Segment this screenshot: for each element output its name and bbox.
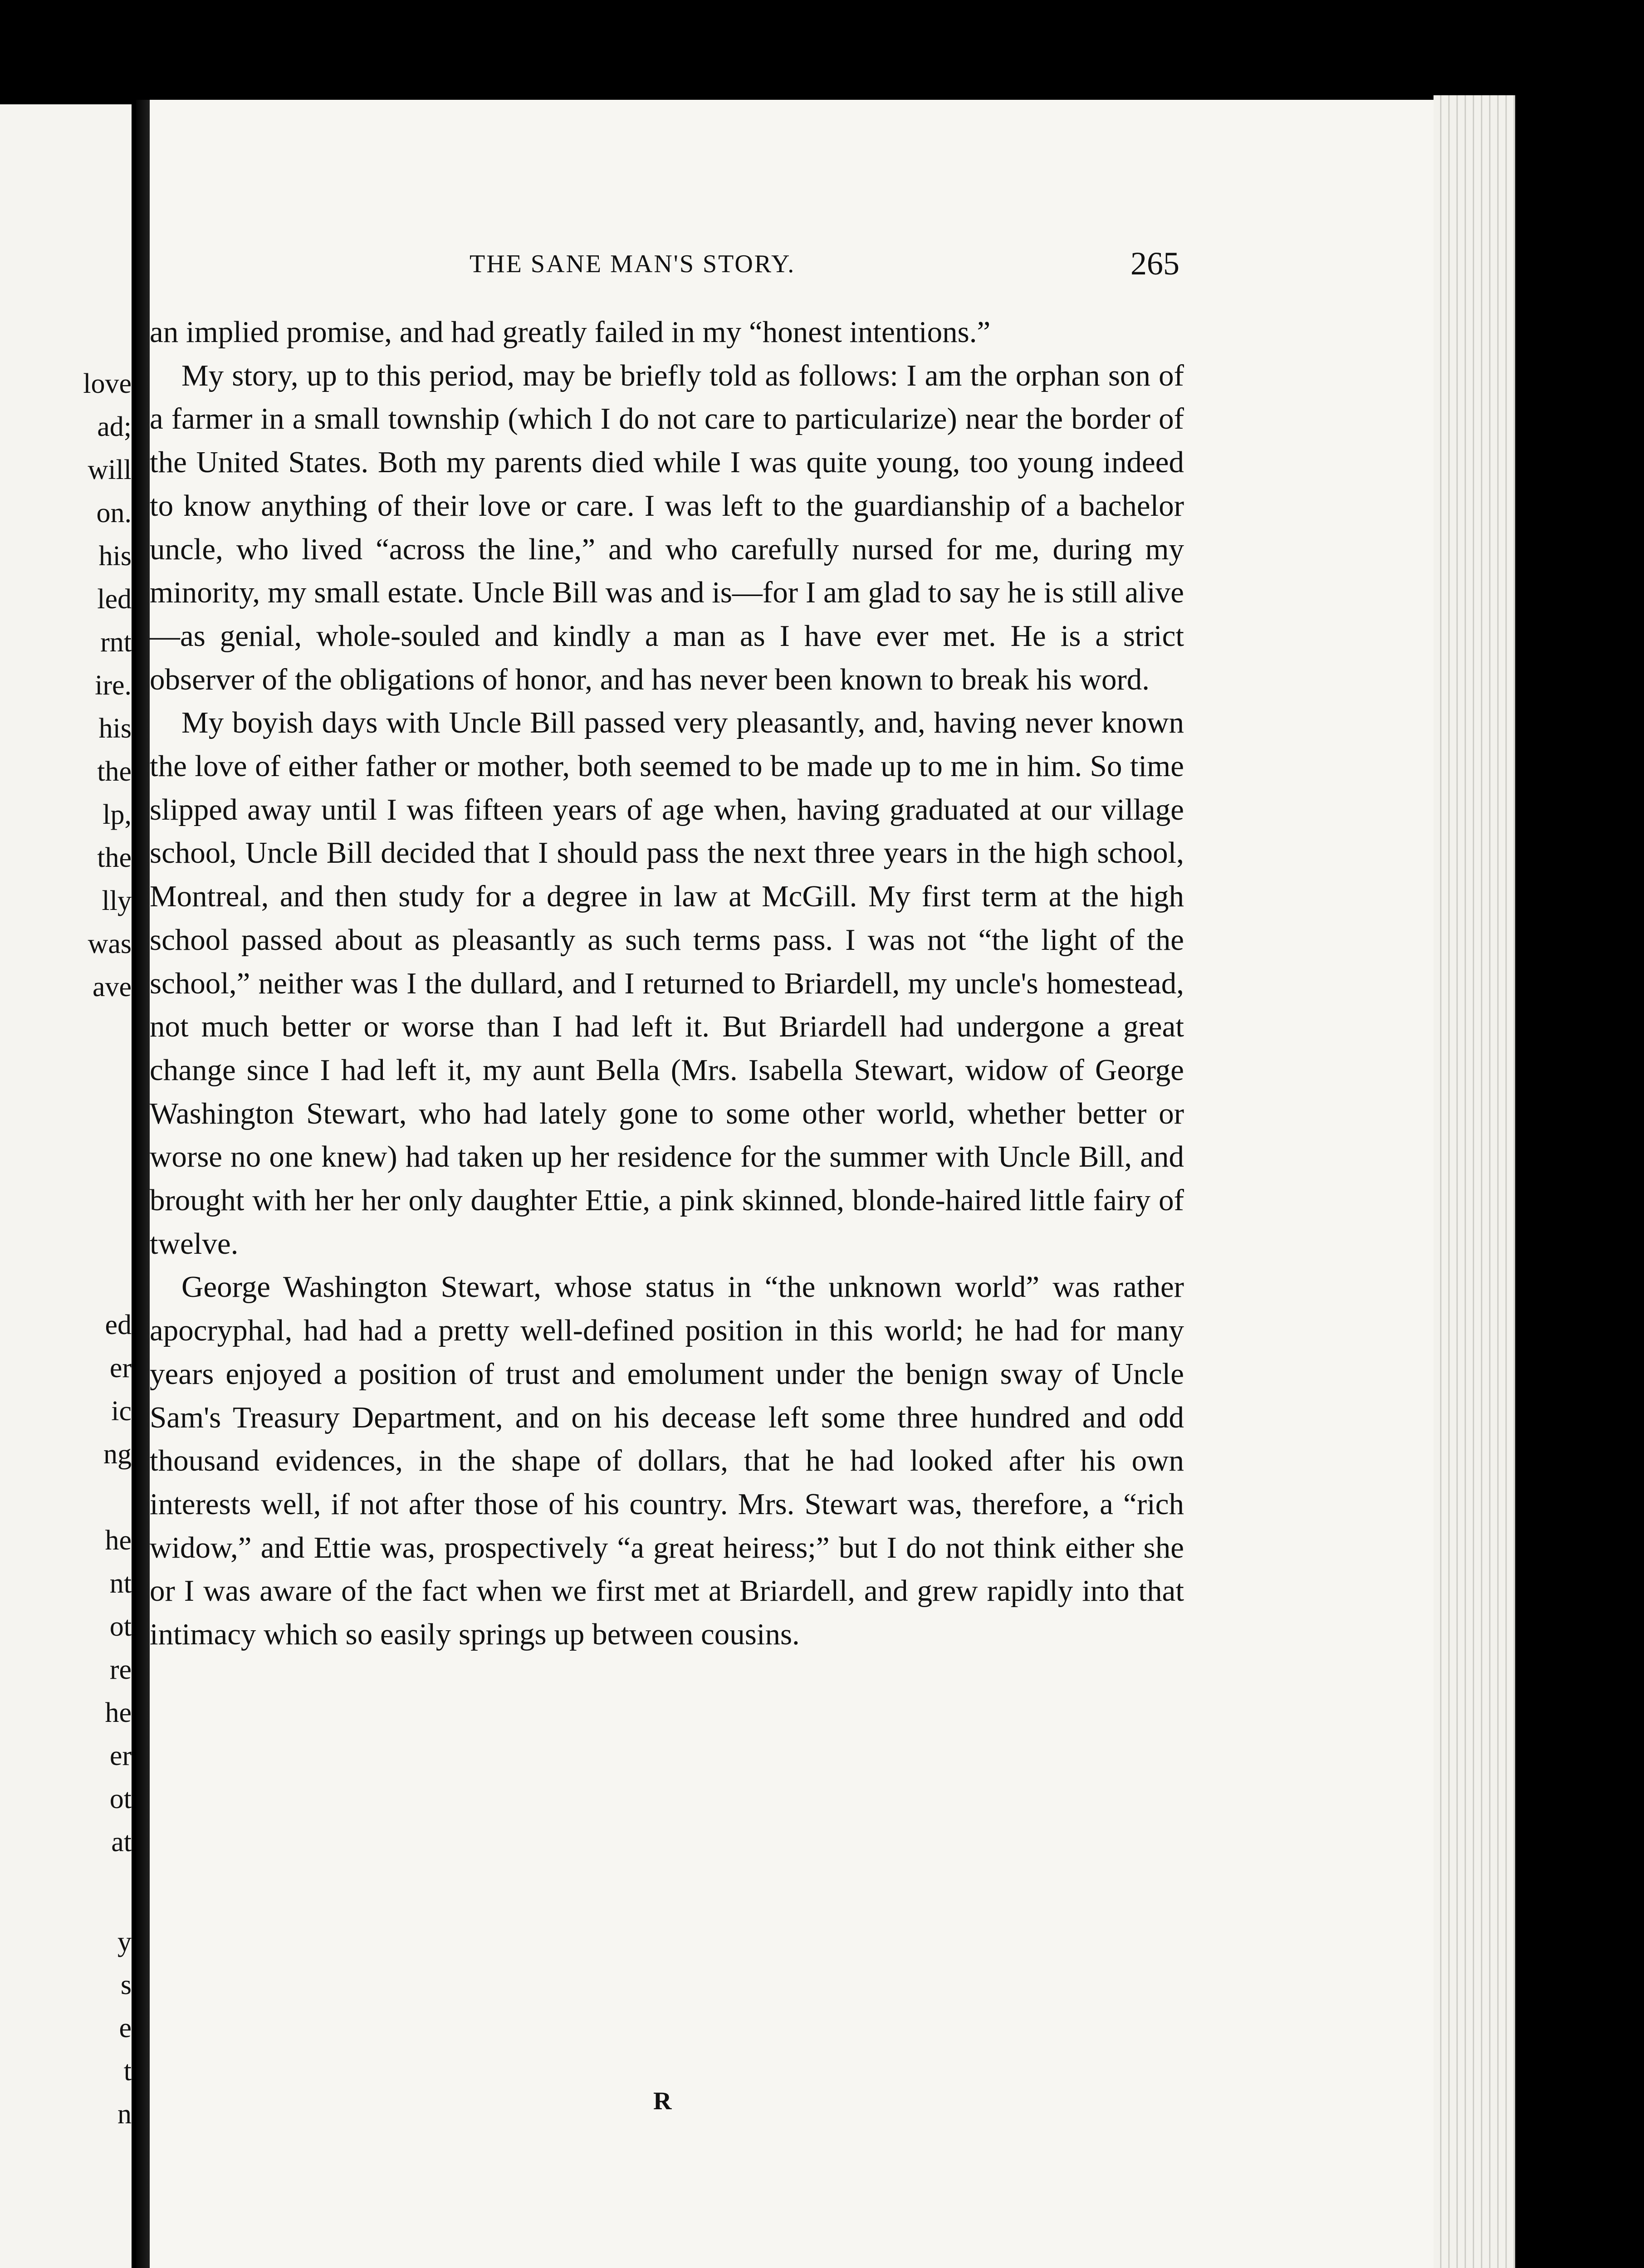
facing-page-fragment: the	[97, 756, 132, 787]
paragraph: My boyish days with Uncle Bill passed very pleasantly, and, having never known the love of either father or mother, both seemed to be made up to me in him. So time slipped away until I was fifteen years of age when, having graduated at our village school, Uncle Bill decided that I should pass the next three years in the high school, Montreal, and then study for a degree in law at McGill. My first term at the high school passed about as pleasantly as such terms pass. I was not “the light of the school,” neither was I the dullard, and I returned to Briardell, my uncle's homestead, not much better or worse than I had left it. But Briardell had undergone a great change since I had left it, my aunt Bella (Mrs. Isabella Stewart, widow of George Washington Stewart, who had lately gone to some other world, whether better or worse no one knew) had taken up her residence for the summer with Uncle Bill, and brought with her her only daughter Ettie, a pink skinned, blonde-haired little fairy of twelve.	[150, 706, 1184, 1261]
body-text	[150, 311, 1184, 1657]
facing-page-fragment: ot	[109, 1784, 132, 1814]
facing-page-fragment: he	[105, 1525, 132, 1556]
facing-page-fragment: lly	[102, 885, 132, 916]
facing-page-fragment: ed	[105, 1310, 132, 1340]
paragraph: George Washington Stewart, whose status in “the unknown world” was rather apocryphal, had had a pretty well-defined position in this world; he had for many years enjoyed a position of trust and emolument under the benign sway of Uncle Sam's Treasury Department, and on his decease left some three hundred and odd thousand evidences, in the shape of dollars, that he had looked after his own interests well, if not after those of his country. Mrs. Stewart was, therefore, a “rich widow,” and Ettie was, prospectively “a great heiress;” but I do not think either she or I was aware of the fact when we first met at Briardell, and grew rapidly into that intimacy which so easily springs up between cousins.	[150, 1270, 1184, 1652]
facing-page-fragment: ad;	[97, 411, 132, 442]
facing-page-fragment: s	[120, 1970, 132, 2000]
facing-page-fragment: er	[109, 1353, 132, 1383]
facing-page-fragment: e	[119, 2013, 132, 2043]
facing-page-fragment: nt	[109, 1568, 132, 1599]
facing-page-fragment: he	[105, 1697, 132, 1728]
facing-page-fragment: his	[98, 713, 132, 744]
facing-page-fragment: was	[88, 929, 132, 959]
facing-page-fragment: ng	[103, 1439, 132, 1470]
facing-page-fragment: the	[97, 842, 132, 873]
facing-page-fragment: ot	[109, 1611, 132, 1642]
facing-page-fragment: ic	[111, 1396, 132, 1427]
facing-page-fragment: rnt	[100, 627, 132, 658]
facing-page-fragment: his	[98, 541, 132, 572]
facing-page-fragment: at	[111, 1827, 132, 1857]
facing-page-fragment: ave	[92, 972, 132, 1002]
paragraph: My story, up to this period, may be briefly told as follows: I am the orphan son of a farmer in a small township (which I do not care to particularize) near the border of the United States. Both my parents died while I was quite young, too young indeed to know anything of their love or care. I was left to the guardianship of a bachelor uncle, who lived “across the line,” and who carefully nursed for me, during my minority, my small estate. Uncle Bill was and is—for I am glad to say he is still alive—as genial, whole-souled and kindly a man as I have ever met. He is a strict observer of the obligations of honor, and has never been known to break his word.	[150, 358, 1184, 696]
facing-page-fragment: er	[109, 1740, 132, 1771]
facing-page	[0, 104, 132, 2268]
paragraph: an implied promise, and had greatly failed in my “honest intentions.”	[150, 315, 991, 349]
facing-page-fragment: y	[117, 1926, 132, 1957]
facing-page-fragment: n	[117, 2099, 132, 2130]
facing-page-fragment: love	[83, 368, 132, 399]
facing-page-fragment: will	[88, 455, 132, 485]
facing-page-fragment: ire.	[95, 670, 132, 701]
printer-signature-mark: R	[653, 2087, 672, 2115]
facing-page-fragment: re	[109, 1654, 132, 1685]
facing-page-fragment: led	[97, 584, 132, 615]
facing-page-fragment: on.	[96, 498, 132, 528]
facing-page-fragment: t	[123, 2056, 132, 2087]
running-head	[157, 245, 1189, 286]
facing-page-fragment: lp,	[103, 799, 132, 830]
page-edge-stack	[1434, 95, 1515, 2268]
running-title: THE SANE MAN'S STORY.	[470, 250, 796, 278]
page-number: 265	[1130, 245, 1179, 282]
